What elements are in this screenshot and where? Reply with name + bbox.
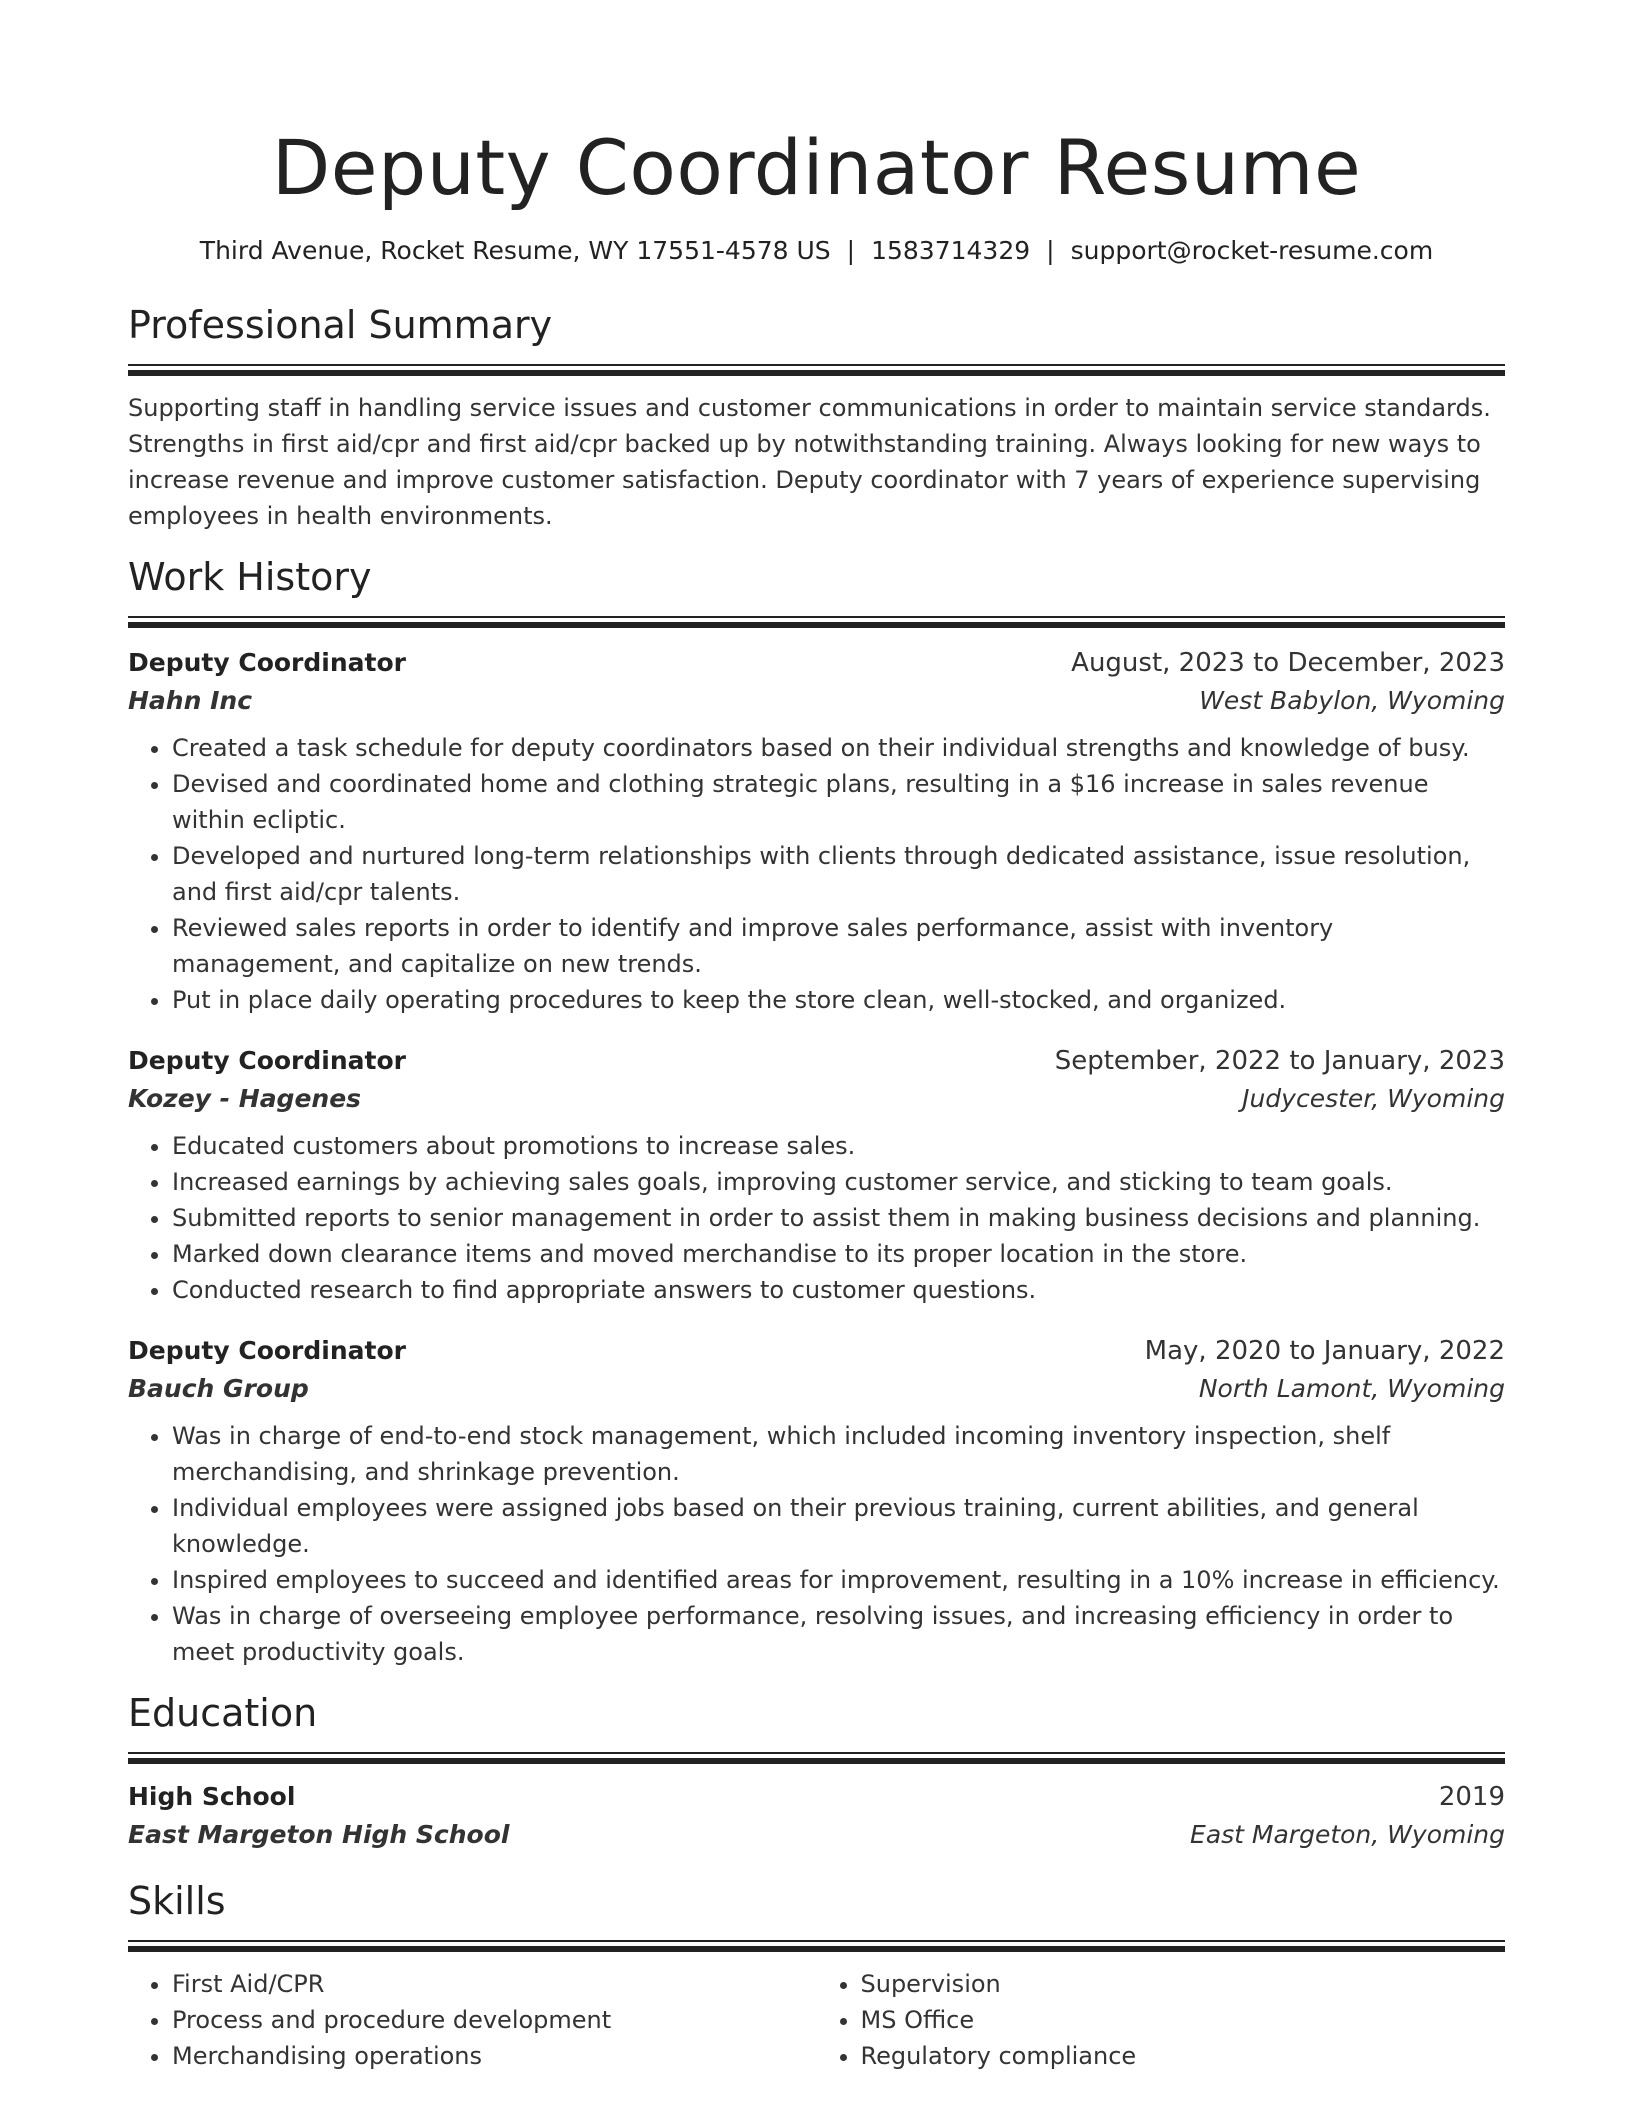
job-location: West Babylon, Wyoming — [1199, 686, 1505, 715]
job-entry — [128, 644, 1505, 1018]
work-history-section — [128, 554, 1505, 1670]
contact-separator: | — [846, 236, 856, 265]
list-item: • Merchandising operations — [172, 2038, 817, 2074]
list-item: • Created a task schedule for deputy coordinators based on their individual strengths and knowledge of busy. — [172, 730, 1505, 766]
skills-section — [128, 1878, 1505, 2074]
job-dates: September, 2022 to January, 2023 — [1054, 1046, 1505, 1076]
section-divider — [128, 616, 1505, 628]
list-item: • Marked down clearance items and moved merchandise to its proper location in the store. — [172, 1236, 1505, 1272]
job-bullets — [128, 1418, 1505, 1670]
job-dates: August, 2023 to December, 2023 — [1071, 648, 1505, 678]
summary-text: Supporting staff in handling service issues and customer communications in order to maintain service standards. Strengths in first aid/cpr and first aid/cpr backed up by notwithstanding training. Always looking for new ways to increase revenue and improve customer satisfaction. Deputy coordinator with 7 years of experience supervising employees in health environments. — [128, 394, 1491, 530]
contact-separator: | — [1046, 236, 1055, 265]
summary-section — [128, 302, 1505, 534]
job-location: Judycester, Wyoming — [1242, 1084, 1505, 1113]
contact-email: support@rocket-resume.com — [1070, 236, 1434, 265]
job-company: Bauch Group — [128, 1374, 309, 1403]
section-heading-work: Work History — [128, 555, 372, 599]
job-company: Hahn Inc — [128, 686, 253, 715]
education-location: East Margeton, Wyoming — [1190, 1820, 1505, 1849]
list-item: • Increased earnings by achieving sales goals, improving customer service, and sticking to team goals. — [172, 1164, 1505, 1200]
job-title: Deputy Coordinator — [128, 648, 406, 677]
list-item: • Process and procedure development — [172, 2002, 817, 2038]
section-heading-skills: Skills — [128, 1879, 226, 1923]
skills-list-left — [128, 1966, 817, 2074]
section-divider — [128, 364, 1505, 376]
education-degree: High School — [128, 1782, 296, 1811]
list-item: • Inspired employees to succeed and identified areas for improvement, resulting in a 10% increase in efficiency. — [172, 1562, 1505, 1598]
education-section — [128, 1690, 1505, 1854]
education-school: East Margeton High School — [128, 1820, 510, 1849]
list-item: • Was in charge of end-to-end stock management, which included incoming inventory inspection, shelf merchandising, and shrinkage prevention. — [172, 1418, 1505, 1490]
list-item: • Individual employees were assigned jobs based on their previous training, current abilities, and general knowledge. — [172, 1490, 1505, 1562]
contact-line — [128, 234, 1505, 268]
list-item: • Reviewed sales reports in order to identify and improve sales performance, assist with inventory management, and capitalize on new trends. — [172, 910, 1505, 982]
list-item: • Devised and coordinated home and clothing strategic plans, resulting in a $16 increase in sales revenue within ecliptic. — [172, 766, 1505, 838]
list-item: • Regulatory compliance — [861, 2038, 1506, 2074]
job-company: Kozey - Hagenes — [128, 1084, 362, 1113]
resume-page — [128, 0, 1505, 2074]
job-title: Deputy Coordinator — [128, 1046, 406, 1075]
education-year: 2019 — [1438, 1782, 1505, 1812]
contact-address: Third Avenue, Rocket Resume, WY 17551-4578 US — [199, 236, 831, 265]
list-item: • Conducted research to find appropriate answers to customer questions. — [172, 1272, 1505, 1308]
list-item: • Supervision — [861, 1966, 1506, 2002]
job-bullets — [128, 730, 1505, 1018]
list-item: • MS Office — [861, 2002, 1506, 2038]
job-title: Deputy Coordinator — [128, 1336, 406, 1365]
list-item: • Was in charge of overseeing employee performance, resolving issues, and increasing efficiency in order to meet productivity goals. — [172, 1598, 1505, 1670]
list-item: • First Aid/CPR — [172, 1966, 817, 2002]
section-divider — [128, 1752, 1505, 1764]
section-divider — [128, 1940, 1505, 1952]
skills-columns — [128, 1966, 1505, 2074]
job-entry — [128, 1332, 1505, 1670]
list-item: • Educated customers about promotions to increase sales. — [172, 1128, 1505, 1164]
resume-title: Deputy Coordinator Resume — [271, 123, 1362, 212]
education-entry — [128, 1778, 1505, 1854]
list-item: • Submitted reports to senior management in order to assist them in making business decisions and planning. — [172, 1200, 1505, 1236]
list-item: • Put in place daily operating procedures to keep the store clean, well-stocked, and organized. — [172, 982, 1505, 1018]
job-bullets — [128, 1128, 1505, 1308]
section-heading-summary: Professional Summary — [128, 303, 553, 347]
skills-list-right — [817, 1966, 1506, 2074]
section-heading-education: Education — [128, 1691, 318, 1735]
job-entry — [128, 1042, 1505, 1308]
list-item: • Developed and nurtured long-term relationships with clients through dedicated assistance, issue resolution, and first aid/cpr talents. — [172, 838, 1505, 910]
job-dates: May, 2020 to January, 2022 — [1144, 1336, 1505, 1366]
contact-phone: 1583714329 — [871, 236, 1031, 265]
job-location: North Lamont, Wyoming — [1198, 1374, 1505, 1403]
